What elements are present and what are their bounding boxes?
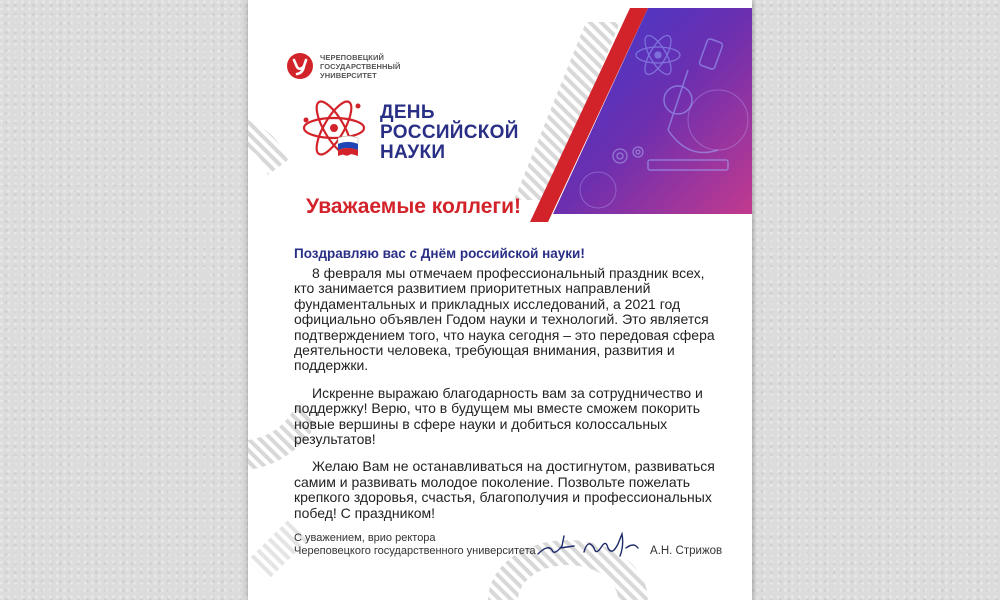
university-name-line-3: УНИВЕРСИТЕТ — [320, 70, 377, 80]
signature-line-2: Череповецкого государственного университета — [294, 545, 536, 557]
paragraph-3: Желаю Вам не останавливаться на достигнутом, развиваться самим и развивать молодое поколение. Позвольте пожелать крепкого здоровья, счастья, благополучия и профессиональных побед! С праздником! — [294, 458, 715, 521]
science-day-title-line-1: ДЕНЬ — [380, 102, 435, 123]
science-day-emblem — [300, 98, 519, 168]
greeting-heading: Уважаемые коллеги! — [306, 195, 522, 218]
signature-block — [294, 532, 536, 558]
university-name-line-2: ГОСУДАРСТВЕННЫЙ — [320, 61, 401, 71]
university-logo — [286, 52, 400, 80]
russian-flag-icon — [338, 136, 358, 156]
university-logo-icon — [286, 52, 314, 80]
signer-name: А.Н. Стрижов — [650, 545, 723, 557]
atom-icon — [300, 98, 376, 168]
paragraph-1: 8 февраля мы отмечаем профессиональный праздник всех, кто занимается развитием приоритетных направлений фундаментальных и прикладных исследований, а 2021 год официально объявлен Годом науки и технологий. Это является подтверждением того, что наука сегодня – это передовая сфера деятельности человека, требующая внимания, развития и поддержки. — [294, 265, 715, 374]
university-name — [320, 53, 400, 80]
signature-image — [534, 526, 644, 566]
letter-body — [294, 266, 724, 533]
science-day-title-line-2: РОССИЙСКОЙ — [380, 122, 519, 143]
congratulation-subheading: Поздравляю вас с Днём российской науки! — [294, 246, 585, 261]
science-day-title-line-3: НАУКИ — [380, 142, 446, 163]
letter-page — [248, 0, 752, 600]
science-day-title — [380, 103, 519, 163]
university-name-line-1: ЧЕРЕПОВЕЦКИЙ — [320, 52, 384, 62]
signature-line-1: С уважением, врио ректора — [294, 532, 436, 544]
paragraph-2: Искренне выражаю благодарность вам за сотрудничество и поддержку! Верю, что в будущем мы вместе сможем покорить новые вершины в сфере науки и добиться колоссальных результатов! — [294, 384, 703, 448]
